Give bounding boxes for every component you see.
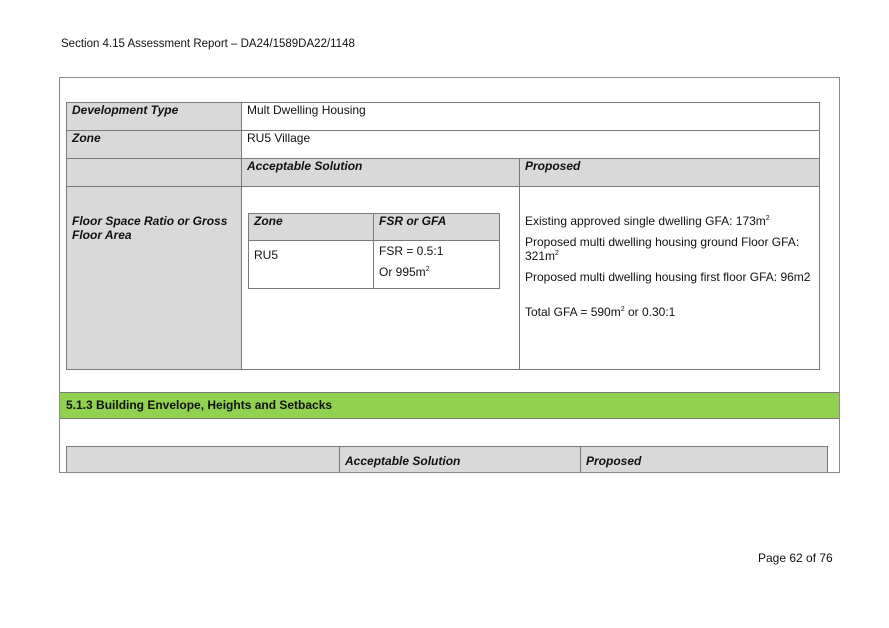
proposed-line-ground [525,235,814,263]
proposed-line-ground-sup: 2 [555,250,559,257]
fsr-label: Floor Space Ratio or Gross Floor Area [72,214,228,242]
proposed-total-sup: 2 [620,306,625,313]
empty-header-cell [67,159,242,187]
fsr-table [66,102,820,370]
proposed-line-first: Proposed multi dwelling housing first floor GFA: 96m2 [525,270,811,284]
proposed-line-existing-text: Existing approved single dwelling GFA: 173m [525,214,766,228]
inner-zone-value: RU5 [249,241,374,289]
fsr-gfa-text: Or 995m [379,265,426,279]
section-heading: 5.1.3 Building Envelope, Heights and Setbacks [60,392,839,419]
setbacks-acceptable-solution-header: Acceptable Solution [340,447,581,474]
development-type-label: Development Type [67,103,242,131]
fsr-row-label-cell [67,187,242,370]
zone-fsr-table [248,213,500,289]
content-frame [59,77,840,473]
proposed-line-existing [525,214,814,228]
table-row [67,187,820,370]
acceptable-solution-header: Acceptable Solution [242,159,520,187]
inner-table-header-row [249,214,500,241]
inner-table-row [249,241,500,289]
fsr-gfa-line [379,262,494,283]
table-row [67,159,820,187]
setbacks-empty-header [67,447,340,474]
page-number: Page 62 of 76 [758,551,833,565]
inner-zone-header: Zone [249,214,374,241]
zone-value: RU5 Village [242,131,820,159]
table-row [67,447,828,474]
development-type-value: Mult Dwelling Housing [242,103,820,131]
inner-fsr-value [374,241,500,289]
table-row [67,103,820,131]
proposed-total-suffix: or 0.30:1 [624,305,676,319]
table-row [67,131,820,159]
setbacks-table [66,446,828,473]
proposed-cell [520,187,820,370]
proposed-line-ground-text: Proposed multi dwelling housing ground Floor GFA: 321m [525,235,800,263]
fsr-gfa-sup: 2 [425,266,430,273]
document-header: Section 4.15 Assessment Report – DA24/1589DA22/1148 [61,38,355,50]
inner-fsr-header: FSR or GFA [374,214,500,241]
proposed-header: Proposed [520,159,820,187]
proposed-line-existing-sup: 2 [765,215,770,222]
zone-label: Zone [67,131,242,159]
setbacks-proposed-header: Proposed [581,447,828,474]
acceptable-solution-cell [242,187,520,370]
fsr-ratio: FSR = 0.5:1 [379,244,444,258]
proposed-total [525,305,814,319]
proposed-total-text: Total GFA = 590m [525,305,621,319]
